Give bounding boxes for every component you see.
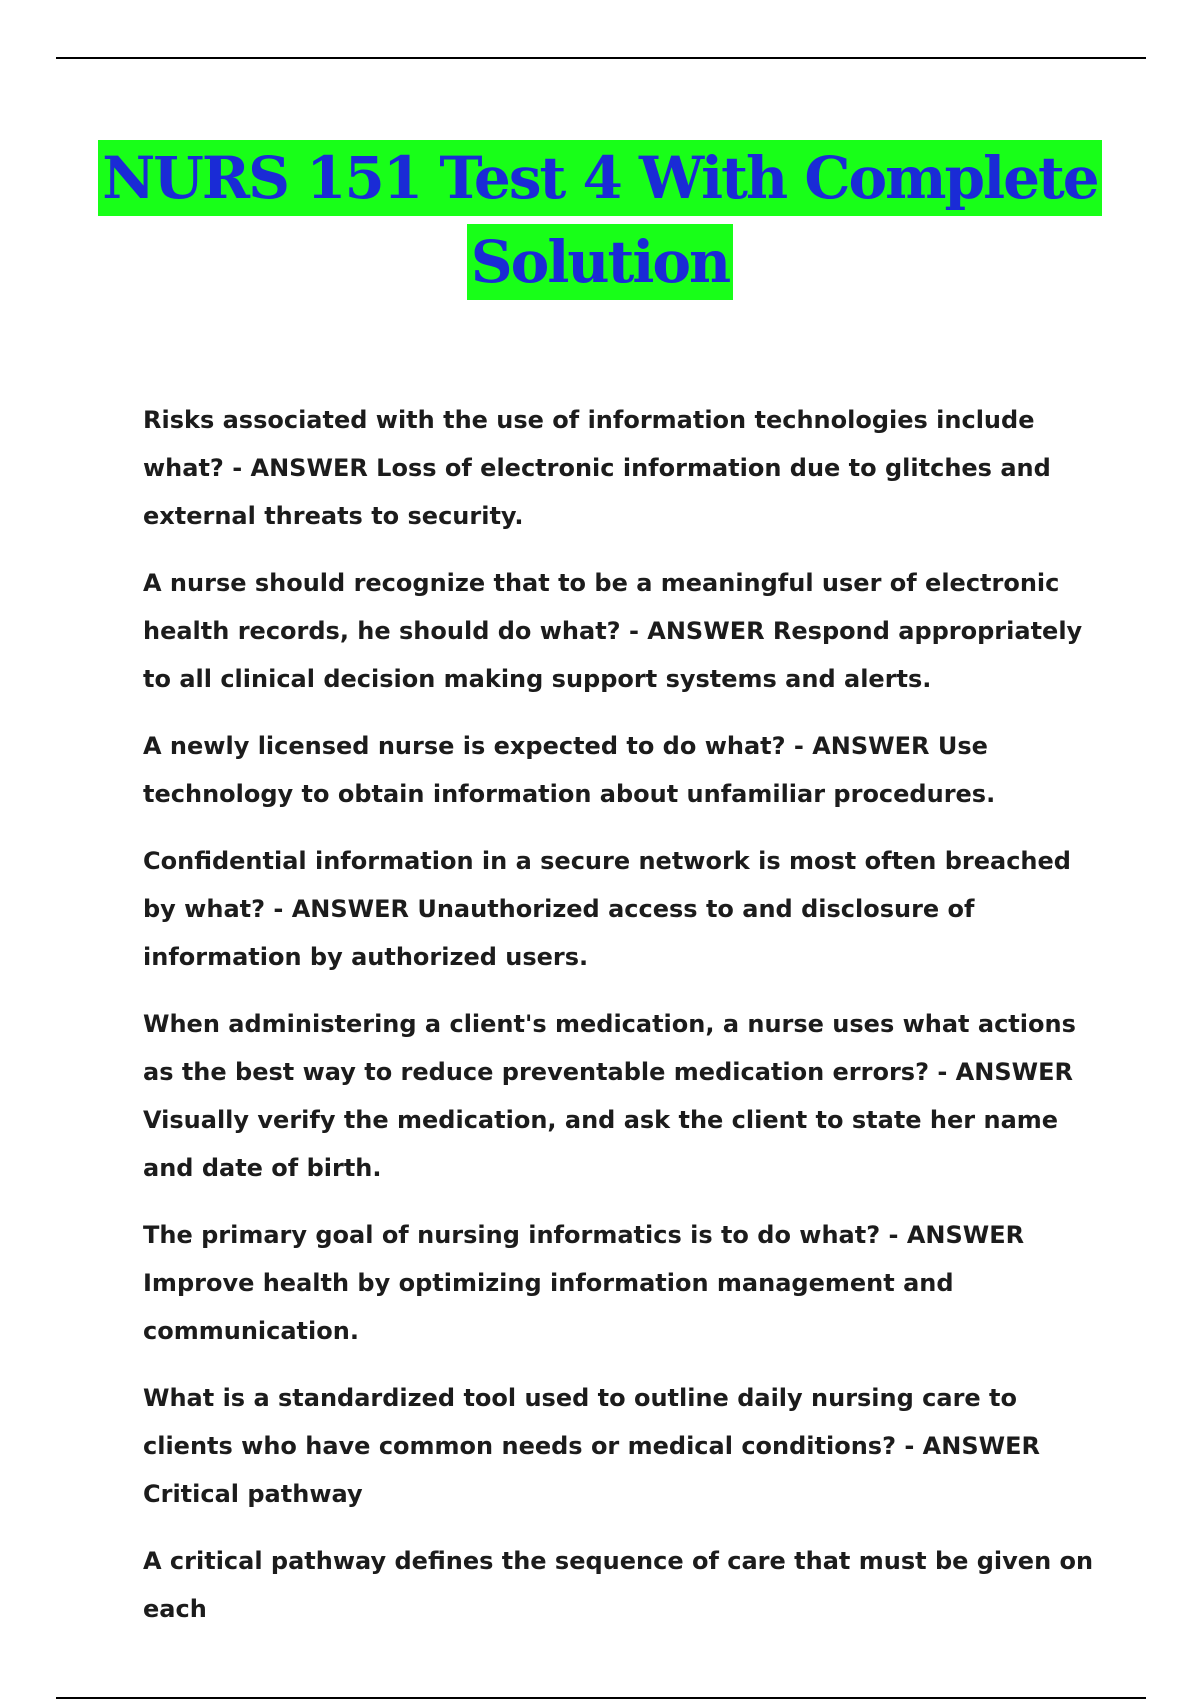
page-title-line-1: NURS 151 Test 4 With Complete (98, 140, 1101, 216)
qa-item: When administering a client's medication, a nurse uses what actions as the best way to reduce preventable medication errors? - ANSWER Visually verify the medication, and ask the client to state her name and date of birth. (143, 1010, 1076, 1182)
qa-item: What is a standardized tool used to outline daily nursing care to clients who have common needs or medical conditions? - ANSWER Critical pathway (143, 1384, 1040, 1508)
page-title-line-2: Solution (467, 224, 733, 300)
qa-item: Confidential information in a secure network is most often breached by what? - ANSWER Unauthorized access to and disclosure of information by authorized users. (143, 847, 1071, 971)
top-divider (56, 57, 1146, 59)
qa-item: A nurse should recognize that to be a meaningful user of electronic health records, he should do what? - ANSWER Respond appropriately to all clinical decision making support systems and alerts. (143, 569, 1083, 693)
qa-item: A newly licensed nurse is expected to do what? - ANSWER Use technology to obtain information about unfamiliar procedures. (143, 732, 996, 808)
qa-item: Risks associated with the use of information technologies include what? - ANSWER Loss of electronic information due to glitches and external threats to security. (143, 406, 1051, 530)
qa-list (143, 396, 1095, 1652)
qa-item: A critical pathway defines the sequence of care that must be given on each (143, 1547, 1094, 1623)
title-block (0, 140, 1200, 300)
bottom-divider (56, 1697, 1146, 1699)
qa-item: The primary goal of nursing informatics is to do what? - ANSWER Improve health by optimizing information management and communication. (143, 1221, 1025, 1345)
